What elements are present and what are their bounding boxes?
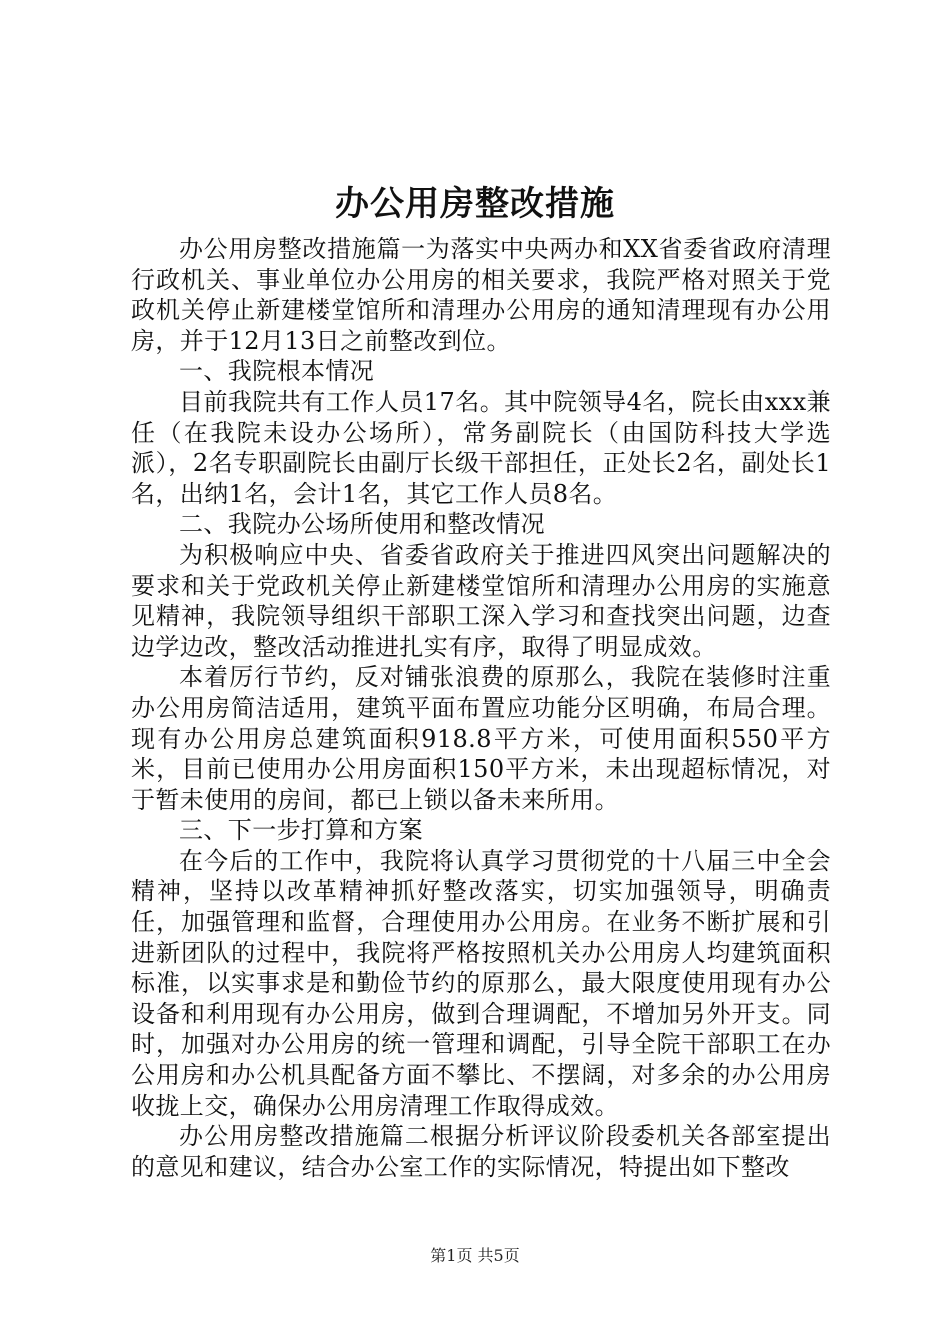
document-body — [131, 234, 831, 1182]
document-title: 办公用房整改措施 — [335, 184, 615, 224]
paragraph-intro: 办公用房整改措施篇一为落实中央两办和XX省委省政府清理行政机关、事业单位办公用房的相关要求，我院严格对照关于党政机关停止新建楼堂馆所和清理办公用房的通知清理现有办公用房，并于12月13日之前整改到位。 — [131, 235, 831, 355]
section-heading-1: 一、我院根本情况 — [179, 357, 375, 386]
paragraph-response: 为积极响应中央、省委省政府关于推进四风突出问题解决的要求和关于党政机关停止新建楼堂馆所和清理办公用房的实施意见精神，我院领导组织干部职工深入学习和查找突出问题，边查边学边改，整改活动推进扎实有序，取得了明显成效。 — [131, 540, 831, 661]
paragraph-area: 本着厉行节约，反对铺张浪费的原那么，我院在装修时注重办公用房简洁适用，建筑平面布置应功能分区明确，布局合理。现有办公用房总建筑面积918.8平方米，可使用面积550平方米，目前已使用办公用房面积150平方米，未出现超标情况，对于暂未使用的房间，都已上锁以备未来所用。 — [131, 663, 831, 814]
paragraph-part-two: 办公用房整改措施篇二根据分析评议阶段委机关各部室提出的意见和建议，结合办公室工作的实际情况，特提出如下整改 — [131, 1122, 831, 1181]
paragraph-staff: 目前我院共有工作人员17名。其中院领导4名，院长由xxx兼任（在我院未设办公场所），常务副院长（由国防科技大学选派），2名专职副院长由副厅长级干部担任，正处长2名，副处长1名，出纳1名，会计1名，其它工作人员8名。 — [131, 387, 831, 508]
paragraph-plan: 在今后的工作中，我院将认真学习贯彻党的十八届三中全会精神，坚持以改革精神抓好整改落实，切实加强领导，明确责任，加强管理和监督，合理使用办公用房。在业务不断扩展和引进新团队的过程中，我院将严格按照机关办公用房人均建筑面积标准，以实事求是和勤俭节约的原那么，最大限度使用现有办公设备和利用现有办公用房，做到合理调配，不增加另外开支。同时，加强对办公用房的统一管理和调配，引导全院干部职工在办公用房和办公机具配备方面不攀比、不摆阔，对多余的办公用房收拢上交，确保办公用房清理工作取得成效。 — [131, 846, 831, 1120]
section-heading-2: 二、我院办公场所使用和整改情况 — [179, 510, 545, 539]
page-footer: 第1页 共5页 — [430, 1246, 520, 1265]
section-heading-3: 三、下一步打算和方案 — [179, 816, 423, 845]
